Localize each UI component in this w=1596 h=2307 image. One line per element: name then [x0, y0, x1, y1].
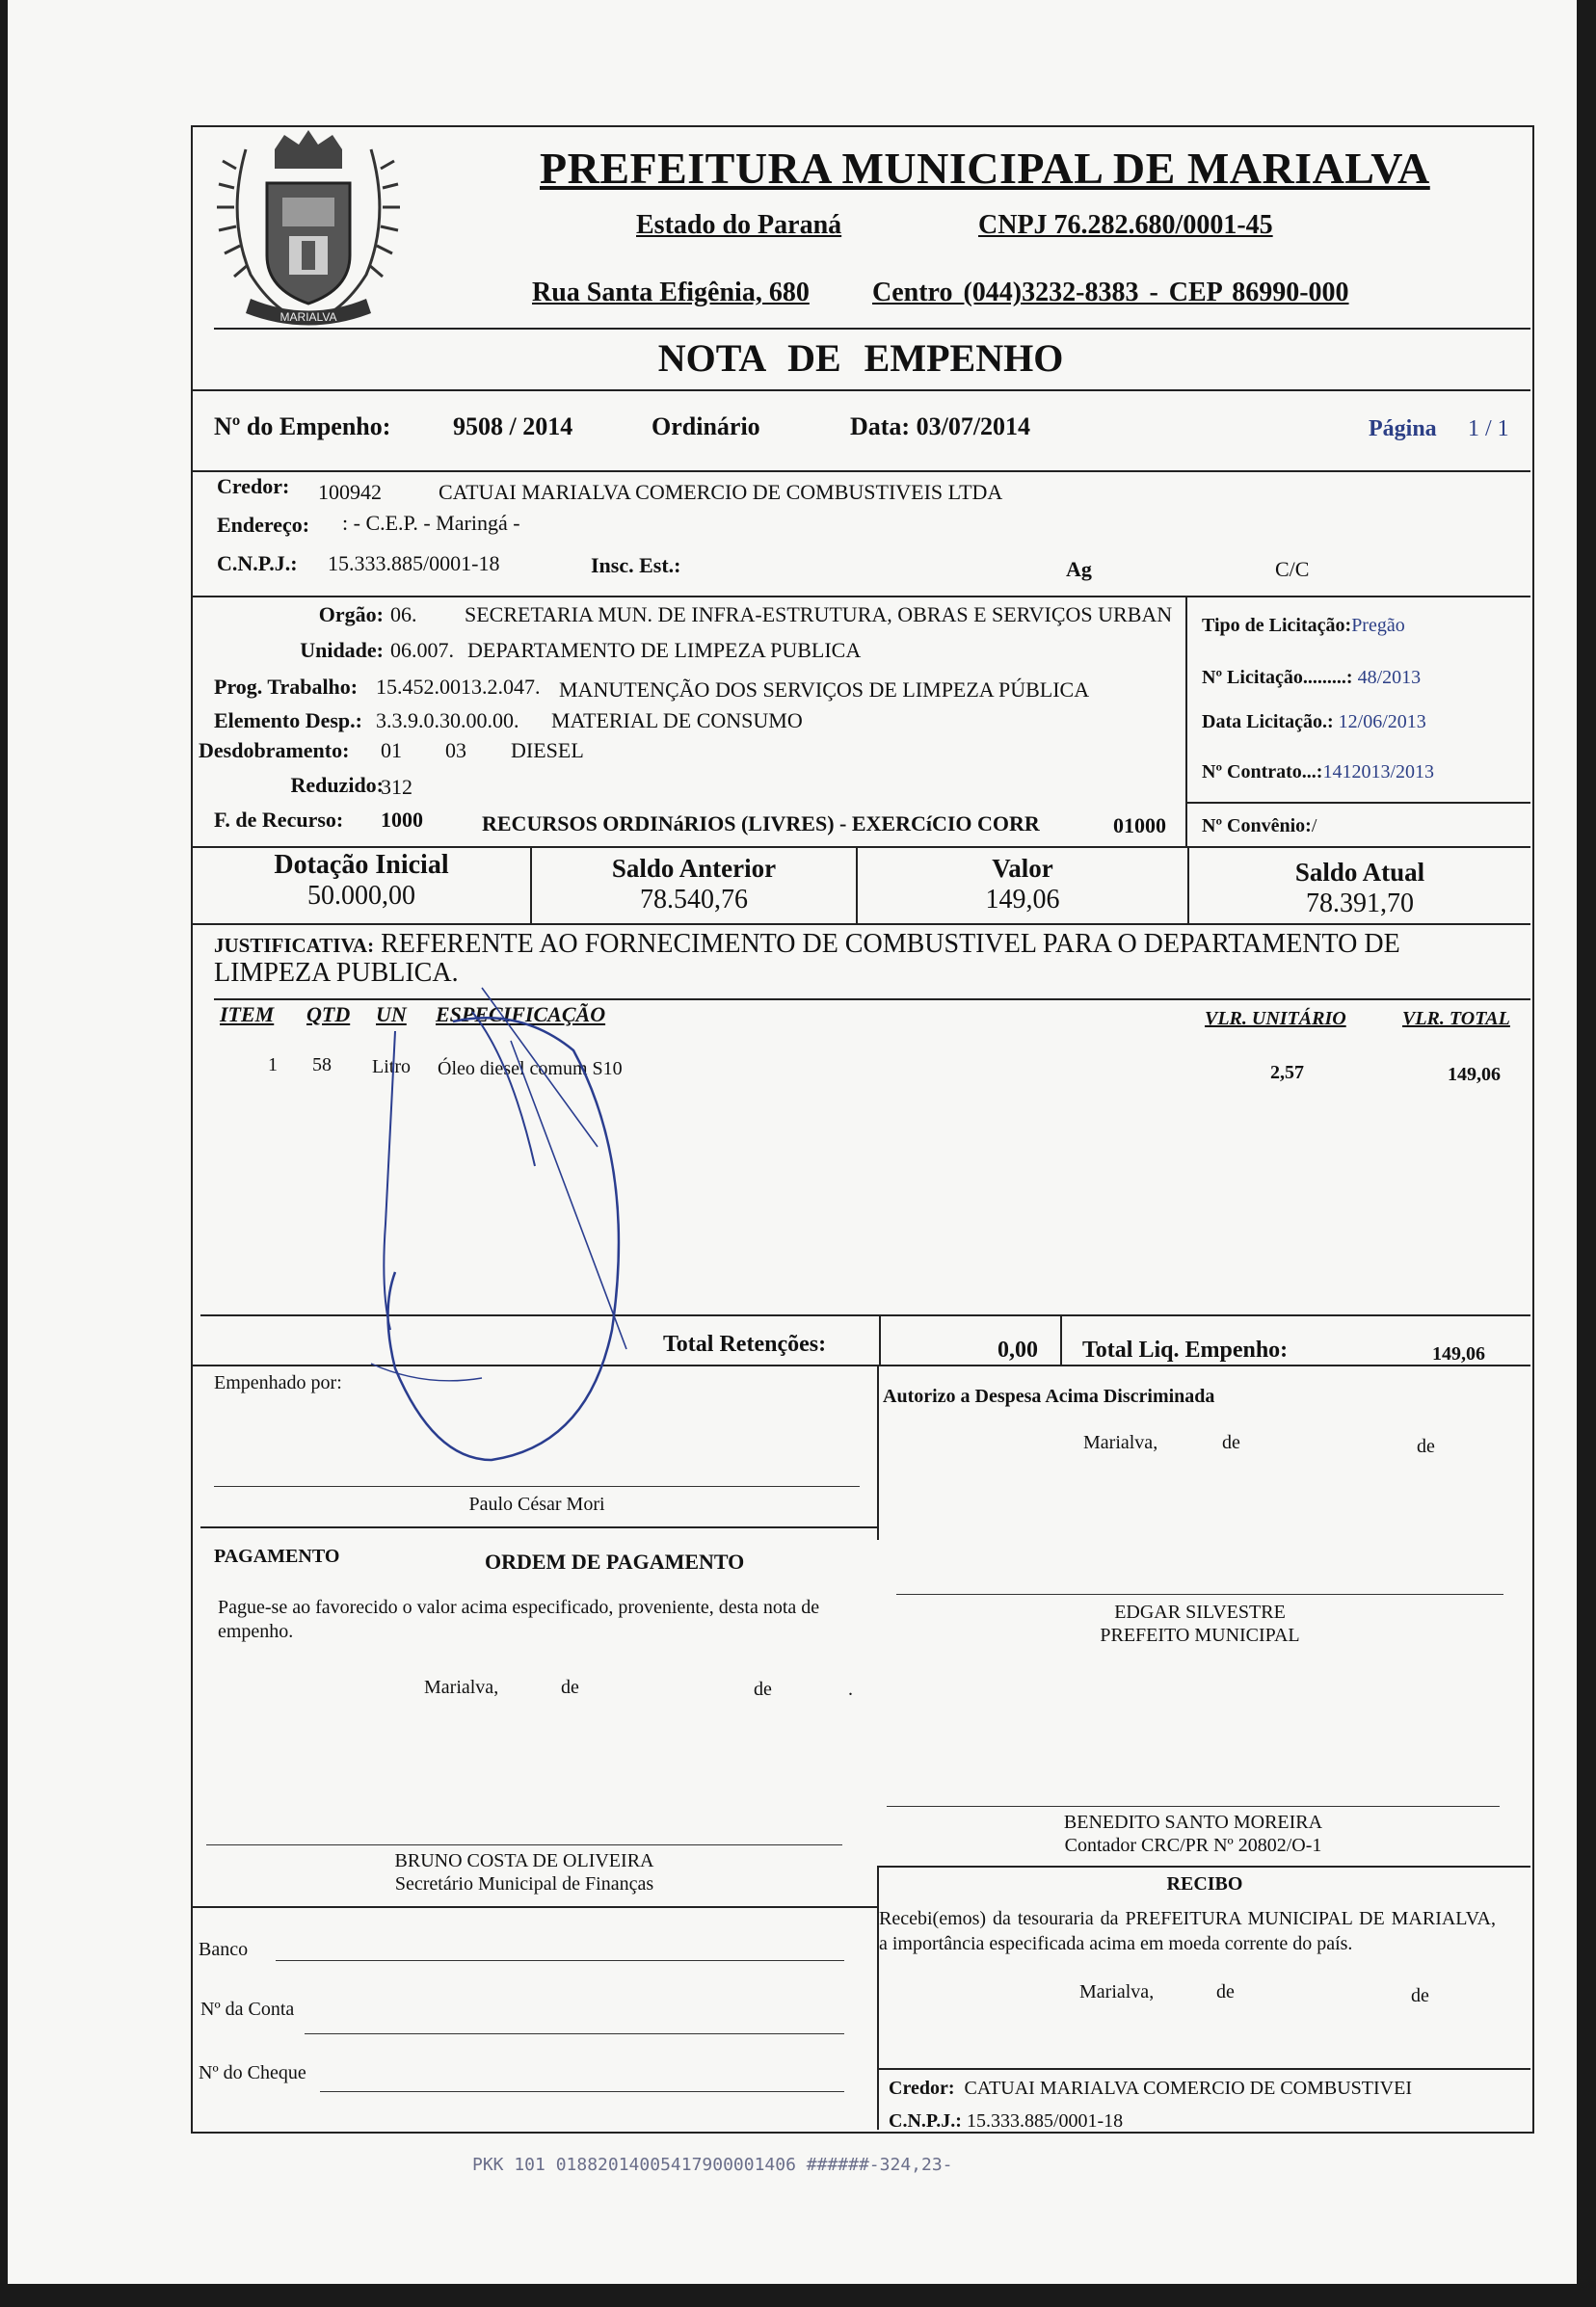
- valor-value: 149,06: [985, 885, 1060, 915]
- desdobramento-a: 01: [381, 738, 402, 762]
- secretary-name: BRUNO COSTA DE OLIVEIRA: [394, 1850, 654, 1871]
- empenho-number: 9508 / 2014: [453, 412, 573, 440]
- dotacao-value: 50.000,00: [307, 881, 415, 911]
- pagamento-text: Pague-se ao favorecido o valor acima especificado, proveniente, desta nota de empenho.: [218, 1597, 820, 1642]
- item-spec: Óleo diesel comum S10: [438, 1058, 623, 1079]
- pagamento-de1: de: [561, 1677, 579, 1698]
- pagamento-label: PAGAMENTO: [214, 1546, 340, 1567]
- item-unit: Litro: [372, 1056, 411, 1077]
- total-liquido-label: Total Liq. Empenho:: [1082, 1338, 1289, 1363]
- unidade-code: 06.007.: [390, 638, 454, 662]
- recibo-de2: de: [1411, 1985, 1429, 2006]
- empenho-type: Ordinário: [652, 412, 760, 440]
- total-retencoes-value: 0,00: [998, 1338, 1038, 1363]
- accountant-role: Contador CRC/PR Nº 20802/O-1: [1064, 1835, 1322, 1856]
- conta-corrente-label: C/C: [1275, 557, 1310, 581]
- autorizo-place: Marialva,: [1083, 1432, 1158, 1453]
- credor-address: : - C.E.P. - Maringá -: [342, 511, 520, 535]
- empenhado-label: Empenhado por:: [214, 1372, 342, 1393]
- numero-contrato: Nº Contrato...:1412013/2013: [1202, 761, 1435, 782]
- agencia-label: Ag: [1066, 557, 1092, 581]
- document-title: NOTA DE EMPENHO: [657, 336, 1064, 380]
- endereco-label: Endereço:: [217, 513, 310, 537]
- col-un-header: UN: [376, 1002, 407, 1026]
- saldo-anterior-label: Saldo Anterior: [611, 854, 777, 883]
- svg-text:MARIALVA: MARIALVA: [279, 310, 337, 324]
- total-liquido-value: 149,06: [1432, 1343, 1485, 1365]
- secretary-role: Secretário Municipal de Finanças: [394, 1873, 654, 1895]
- conta-label: Nº da Conta: [200, 1999, 295, 2020]
- empenho-date: Data: 03/07/2014: [850, 412, 1031, 440]
- dotacao-label: Dotação Inicial: [274, 850, 449, 880]
- empenho-number-label: Nº do Empenho:: [214, 412, 391, 440]
- total-retencoes-label: Total Retenções:: [663, 1332, 827, 1357]
- mayor-role: PREFEITO MUNICIPAL: [1100, 1625, 1300, 1646]
- autorizo-de1: de: [1222, 1432, 1240, 1453]
- banco-label: Banco: [199, 1939, 249, 1960]
- elemento-name: MATERIAL DE CONSUMO: [551, 708, 803, 732]
- col-unit-header: VLR. UNITÁRIO: [1205, 1008, 1346, 1029]
- authentication-code: PKK 101 01882014005417900001406 ######-324,23-: [472, 2155, 953, 2175]
- pagamento-dot: .: [848, 1679, 853, 1700]
- desdobramento-b: 03: [445, 738, 466, 762]
- unidade-label: Unidade:: [300, 638, 384, 662]
- municipality-title: PREFEITURA MUNICIPAL DE MARIALVA: [540, 144, 1430, 193]
- state-name: Estado do Paraná: [636, 210, 842, 240]
- item-number: 1: [268, 1054, 278, 1075]
- conta-field: [305, 2033, 844, 2034]
- recurso-fonte-code: 01000: [1113, 813, 1166, 837]
- tipo-licitacao: Tipo de Licitação:Pregão: [1202, 615, 1405, 636]
- orgao-label: Orgão:: [318, 602, 384, 626]
- saldo-atual-label: Saldo Atual: [1294, 858, 1425, 887]
- data-licitacao: Data Licitação.: 12/06/2013: [1202, 711, 1426, 732]
- mayor-name: EDGAR SILVESTRE: [1114, 1602, 1286, 1623]
- col-item-header: ITEM: [220, 1002, 275, 1026]
- municipal-seal-icon: [207, 130, 410, 337]
- pagamento-de2: de: [754, 1679, 772, 1700]
- page-label: Página: [1369, 416, 1437, 441]
- credor-label: Credor:: [217, 474, 290, 498]
- recurso-label: F. de Recurso:: [214, 808, 344, 832]
- prog-trabalho-label: Prog. Trabalho:: [214, 675, 359, 699]
- credor-cnpj-label: C.N.P.J.:: [217, 551, 298, 575]
- autorizo-title: Autorizo a Despesa Acima Discriminada: [883, 1386, 1215, 1407]
- recibo-credor: Credor: CATUAI MARIALVA COMERCIO DE COMBUSTIVEI: [889, 2078, 1412, 2099]
- elemento-label: Elemento Desp.:: [214, 708, 362, 732]
- numero-licitacao: Nº Licitação.........: 48/2013: [1202, 667, 1422, 688]
- recibo-title: RECIBO: [1166, 1873, 1243, 1895]
- justificativa-line2: LIMPEZA PUBLICA.: [214, 958, 459, 988]
- desdobramento-name: DIESEL: [511, 738, 584, 762]
- recibo-text: Recebi(emos) da tesouraria da PREFEITURA MUNICIPAL DE MARIALVA, a importância especificada acima em moeda corrente do país.: [879, 1908, 1496, 1954]
- justificativa: JUSTIFICATIVA: REFERENTE AO FORNECIMENTO DE COMBUSTIVEL PARA O DEPARTAMENTO DE: [214, 929, 1400, 959]
- cheque-field: [320, 2091, 844, 2092]
- pagamento-place: Marialva,: [424, 1677, 499, 1698]
- reduzido-label: Reduzido:: [290, 773, 384, 797]
- recibo-place: Marialva,: [1079, 1981, 1155, 2002]
- item-unit-price: 2,57: [1270, 1062, 1304, 1083]
- unidade-name: DEPARTAMENTO DE LIMPEZA PUBLICA: [467, 638, 862, 662]
- municipality-contact: Centro (044)3232-8383 - CEP 86990-000: [872, 278, 1349, 307]
- accountant-name: BENEDITO SANTO MOREIRA: [1063, 1812, 1323, 1833]
- insc-est-label: Insc. Est.:: [591, 553, 681, 577]
- saldo-anterior-value: 78.540,76: [640, 885, 748, 915]
- credor-cnpj: 15.333.885/0001-18: [328, 551, 500, 575]
- valor-label: Valor: [992, 854, 1053, 883]
- autorizo-de2: de: [1417, 1436, 1435, 1457]
- empenhado-name: Paulo César Mori: [468, 1494, 605, 1515]
- item-qtd: 58: [312, 1054, 332, 1075]
- elemento-code: 3.3.9.0.30.00.00.: [376, 708, 519, 732]
- handwritten-signature-icon: [366, 983, 675, 1484]
- recurso-code: 1000: [381, 808, 423, 832]
- recibo-de1: de: [1216, 1981, 1235, 2002]
- page-number: 1 / 1: [1468, 416, 1509, 441]
- orgao-name: SECRETARIA MUN. DE INFRA-ESTRUTURA, OBRAS E SERVIÇOS URBAN: [465, 602, 1173, 626]
- item-total-price: 149,06: [1448, 1064, 1501, 1085]
- reduzido-code: 312: [381, 775, 412, 799]
- prog-trabalho-name: MANUTENÇÃO DOS SERVIÇOS DE LIMPEZA PÚBLICA: [559, 677, 1090, 702]
- recurso-name: RECURSOS ORDINáRIOS (LIVRES) - EXERCíCIO CORR: [482, 811, 1040, 835]
- orgao-code: 06.: [390, 602, 417, 626]
- col-total-header: VLR. TOTAL: [1402, 1008, 1510, 1029]
- prog-trabalho-code: 15.452.0013.2.047.: [376, 675, 541, 699]
- cheque-label: Nº do Cheque: [199, 2062, 306, 2083]
- credor-code: 100942: [318, 480, 382, 504]
- col-spec-header: ESPECIFICAÇÃO: [436, 1002, 606, 1026]
- numero-convenio: Nº Convênio:/: [1202, 815, 1317, 836]
- ordem-pagamento-title: ORDEM DE PAGAMENTO: [485, 1550, 745, 1574]
- saldo-atual-value: 78.391,70: [1306, 888, 1414, 918]
- credor-name: CATUAI MARIALVA COMERCIO DE COMBUSTIVEIS LTDA: [439, 480, 1003, 504]
- col-qtd-header: QTD: [306, 1002, 351, 1026]
- banco-field: [276, 1960, 844, 1961]
- recibo-cnpj: C.N.P.J.: 15.333.885/0001-18: [889, 2110, 1124, 2132]
- municipality-address: Rua Santa Efigênia, 680: [532, 278, 810, 307]
- municipality-cnpj: CNPJ 76.282.680/0001-45: [978, 210, 1273, 240]
- desdobramento-label: Desdobramento:: [199, 738, 350, 762]
